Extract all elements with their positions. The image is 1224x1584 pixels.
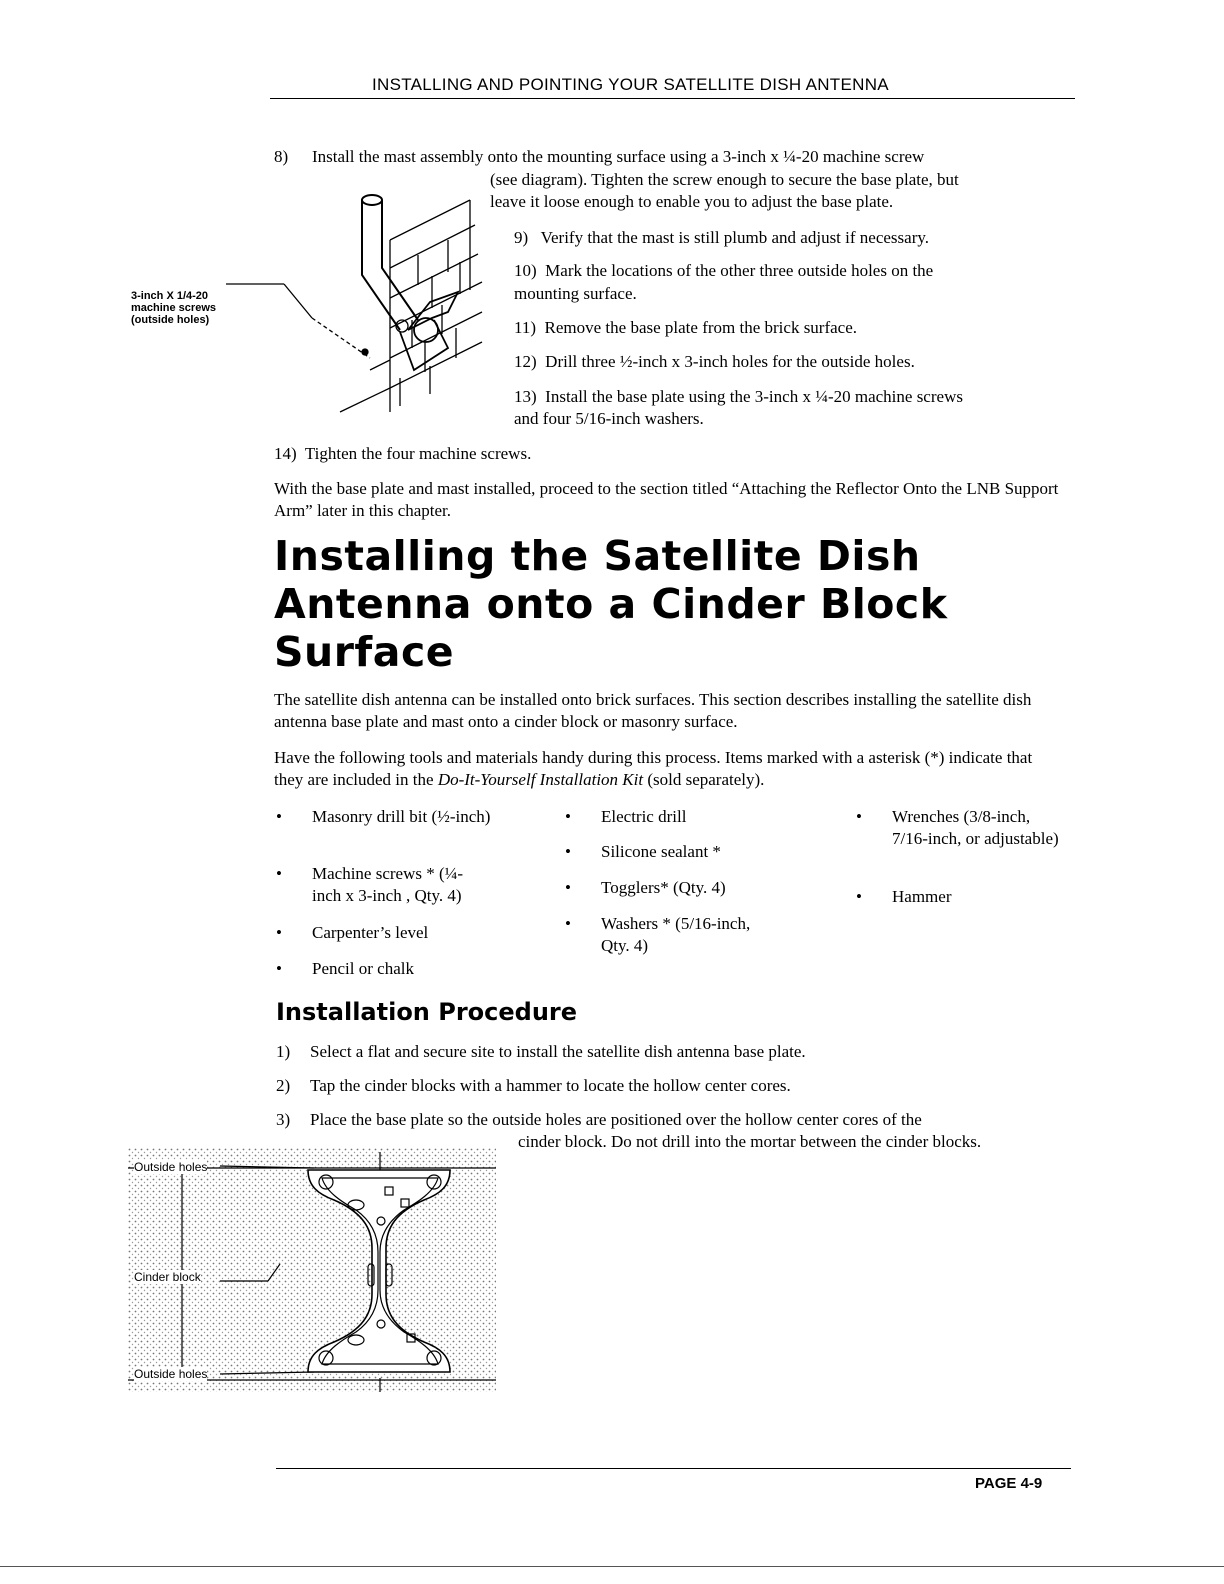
label-cinder-block: Cinder block [134,1270,201,1284]
list-item-text: Togglers* (Qty. 4) [601,878,726,897]
list-item-text: Pencil or chalk [312,959,414,978]
callout-line1: 3-inch X 1/4-20 [131,290,209,302]
procedure-step-3 [276,1109,922,1131]
bullet: • [565,807,571,826]
bullet: • [276,959,282,978]
callout-line2: machine screws [131,302,216,314]
step-11: 11) Remove the base plate from the brick surface. [514,318,858,337]
step-13-line2: and four 5/16-inch washers. [514,409,704,428]
tools-column-2 [565,806,825,966]
tools-intro-post: (sold separately). [643,770,765,789]
list-item [276,806,492,828]
list-item-text: Hammer [892,887,952,906]
list-item [565,877,811,899]
section-intro: The satellite dish antenna can be installed onto brick surfaces. This section describes installing the satellite dish antenna base plate and mast onto a cinder block or masonry surface. [274,690,1032,731]
list-item [276,863,492,907]
tools-intro [274,747,1064,791]
list-item [276,922,512,944]
step-number: 3) [276,1110,291,1129]
bullet: • [856,887,862,906]
mast-brick-diagram [220,180,490,420]
step-8-number: 8) [274,147,289,166]
footer-rule [276,1468,1071,1469]
label-outside-holes-top: Outside holes [134,1160,208,1174]
bullet: • [276,923,282,942]
bottom-edge-rule [0,1566,1224,1567]
list-item [856,886,1062,908]
bullet: • [856,807,862,826]
step-12: 12) Drill three ½-inch x 3-inch holes for the outside holes. [514,352,915,371]
step-text: Tap the cinder blocks with a hammer to locate the hollow center cores. [310,1076,791,1095]
bullet: • [565,878,571,897]
bullet: • [276,864,282,883]
list-item [565,913,776,957]
tools-column-1 [276,806,516,986]
section-title-line3: Surface [274,628,455,676]
step-text: Place the base plate so the outside holes are positioned over the hollow center cores of the [310,1110,922,1129]
step-text: Select a flat and secure site to install the satellite dish antenna base plate. [310,1042,806,1061]
proceed-paragraph: With the base plate and mast installed, proceed to the section titled “Attaching the Reflector Onto the LNB Support Arm” later in this chapter. [274,479,1059,520]
step-8-line1: Install the mast assembly onto the mounting surface using a 3-inch x ¼-20 machine screw [312,147,925,166]
list-item-text: Masonry drill bit (½-inch) [312,807,491,826]
list-item [565,806,811,828]
list-item-text: Machine screws * (¼-inch x 3-inch , Qty. 4) [312,864,464,905]
bullet: • [276,807,282,826]
list-item-text: Silicone sealant * [601,842,721,861]
list-item-text: Washers * (5/16-inch, Qty. 4) [601,914,751,955]
list-item [565,841,811,863]
step-9: 9) Verify that the mast is still plumb and adjust if necessary. [514,228,930,247]
procedure-heading: Installation Procedure [276,998,578,1026]
step-10-line1: 10) Mark the locations of the other three outside holes on the [514,261,934,280]
step-14: 14) Tighten the four machine screws. [274,444,532,463]
tools-intro-pre: Have the following tools and materials handy during this process. Items marked with a asterisk (*) indicate that they are included in the [274,748,1033,789]
list-item-text: Electric drill [601,807,687,826]
step-13-line1: 13) Install the base plate using the 3-inch x ¼-20 machine screws [514,387,963,406]
kit-name: Do-It-Yourself Installation Kit [437,770,644,789]
section-title-line1: Installing the Satellite Dish [274,532,921,580]
step-8-line2: (see diagram). Tighten the screw enough to secure the base plate, but [490,170,959,189]
step-number: 1) [276,1042,291,1061]
header-rule [270,98,1075,99]
procedure-step-1 [276,1041,806,1063]
list-item [276,958,512,980]
callout-line3: (outside holes) [131,314,210,326]
list-item [856,806,1062,850]
figure-1-callout [131,290,216,326]
procedure-step-3-line2: cinder block. Do not drill into the mortar between the cinder blocks. [518,1132,982,1151]
bullet: • [565,842,571,861]
step-10-line2: mounting surface. [514,284,637,303]
bullet: • [565,914,571,933]
list-item-text: Carpenter’s level [312,923,429,942]
step-number: 2) [276,1076,291,1095]
page-number: PAGE 4-9 [975,1475,1043,1492]
section-title-line2: Antenna onto a Cinder Block [274,580,948,628]
running-header: INSTALLING AND POINTING YOUR SATELLITE DISH ANTENNA [372,75,889,94]
tools-column-3 [856,806,1076,916]
list-item-text: Wrenches (3/8-inch, 7/16-inch, or adjustable) [892,807,1059,848]
label-outside-holes-bottom: Outside holes [134,1367,208,1381]
procedure-step-2 [276,1075,791,1097]
step-8-line3: leave it loose enough to enable you to adjust the base plate. [490,192,894,211]
section-title [274,532,948,676]
